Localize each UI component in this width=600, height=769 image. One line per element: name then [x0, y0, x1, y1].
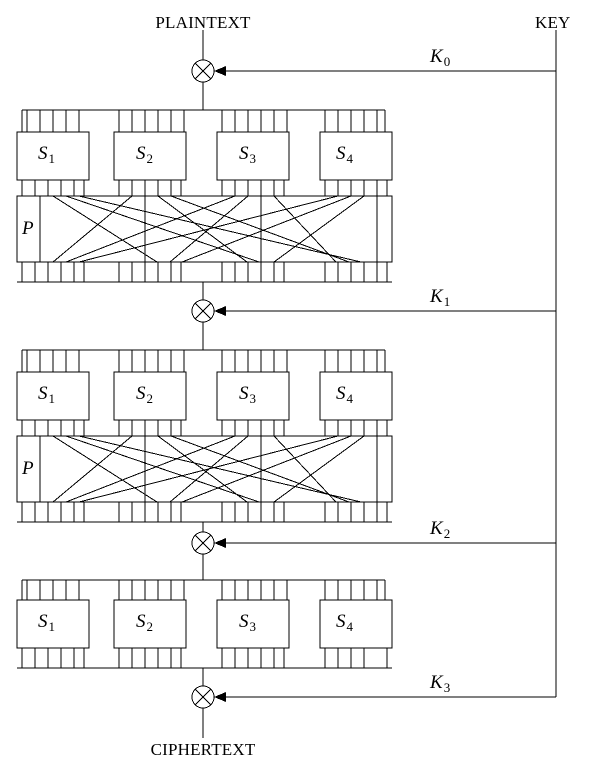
plaintext-label: PLAINTEXT	[155, 13, 251, 32]
sbox-base: S	[239, 383, 249, 404]
sbox-base: S	[136, 383, 146, 404]
sbox-sub: 3	[249, 391, 256, 407]
round3-sbox-1-label	[38, 611, 55, 635]
round2-permutation-label: P	[22, 458, 34, 479]
sbox-sub: 3	[249, 151, 256, 167]
round2-sbox-4	[320, 372, 392, 420]
sbox-base: S	[136, 143, 146, 164]
round-key-1-base: K	[430, 286, 443, 307]
round-key-3-base: K	[430, 672, 443, 693]
round-key-2-sub: 2	[443, 526, 451, 542]
sbox-sub: 1	[48, 151, 55, 167]
round1-permutation-box	[17, 196, 392, 262]
round-key-label-1	[430, 286, 450, 310]
round1-sbox-4-label	[336, 143, 353, 167]
sbox-sub: 4	[346, 391, 353, 407]
ciphertext-label: CIPHERTEXT	[150, 740, 256, 759]
round1-sbox-3-label	[239, 143, 256, 167]
sbox-base: S	[38, 383, 48, 404]
sbox-sub: 2	[146, 151, 153, 167]
round1-sbox-1-label	[38, 143, 55, 167]
round2-sbox-3-label	[239, 383, 256, 407]
sbox-base: S	[336, 143, 346, 164]
round3-sbox-4-label	[336, 611, 353, 635]
round-key-label-2	[430, 518, 450, 542]
round-key-label-0	[430, 46, 450, 70]
sbox-base: S	[336, 383, 346, 404]
sbox-sub: 4	[346, 619, 353, 635]
round1-sbox-2-label	[136, 143, 153, 167]
round3-sbox-2-label	[136, 611, 153, 635]
round2-sbox-1-label	[38, 383, 55, 407]
sbox-base: S	[239, 143, 249, 164]
sbox-sub: 1	[48, 391, 55, 407]
sbox-base: S	[336, 611, 346, 632]
round-key-label-3	[430, 672, 450, 696]
round2-permutation-wires	[40, 436, 377, 502]
round-key-0-base: K	[430, 46, 443, 67]
sbox-sub: 3	[249, 619, 256, 635]
sbox-sub: 1	[48, 619, 55, 635]
round-key-1-sub: 1	[443, 294, 451, 310]
round1-sbox-4	[320, 132, 392, 180]
round2-sbox-2-label	[136, 383, 153, 407]
sbox-sub: 4	[346, 151, 353, 167]
round3-sbox-3-label	[239, 611, 256, 635]
round-key-2-base: K	[430, 518, 443, 539]
round-key-0-sub: 0	[443, 54, 451, 70]
round2-permutation-box	[17, 436, 392, 502]
sbox-sub: 2	[146, 391, 153, 407]
round1-permutation-label: P	[22, 218, 34, 239]
round1-permutation-wires	[40, 196, 377, 262]
sbox-sub: 2	[146, 619, 153, 635]
round2-sbox-4-label	[336, 383, 353, 407]
sbox-base: S	[239, 611, 249, 632]
sbox-base: S	[38, 143, 48, 164]
sbox-base: S	[136, 611, 146, 632]
round-key-3-sub: 3	[443, 680, 451, 696]
round3-sbox-4	[320, 600, 392, 648]
key-label: KEY	[535, 13, 571, 32]
sbox-base: S	[38, 611, 48, 632]
